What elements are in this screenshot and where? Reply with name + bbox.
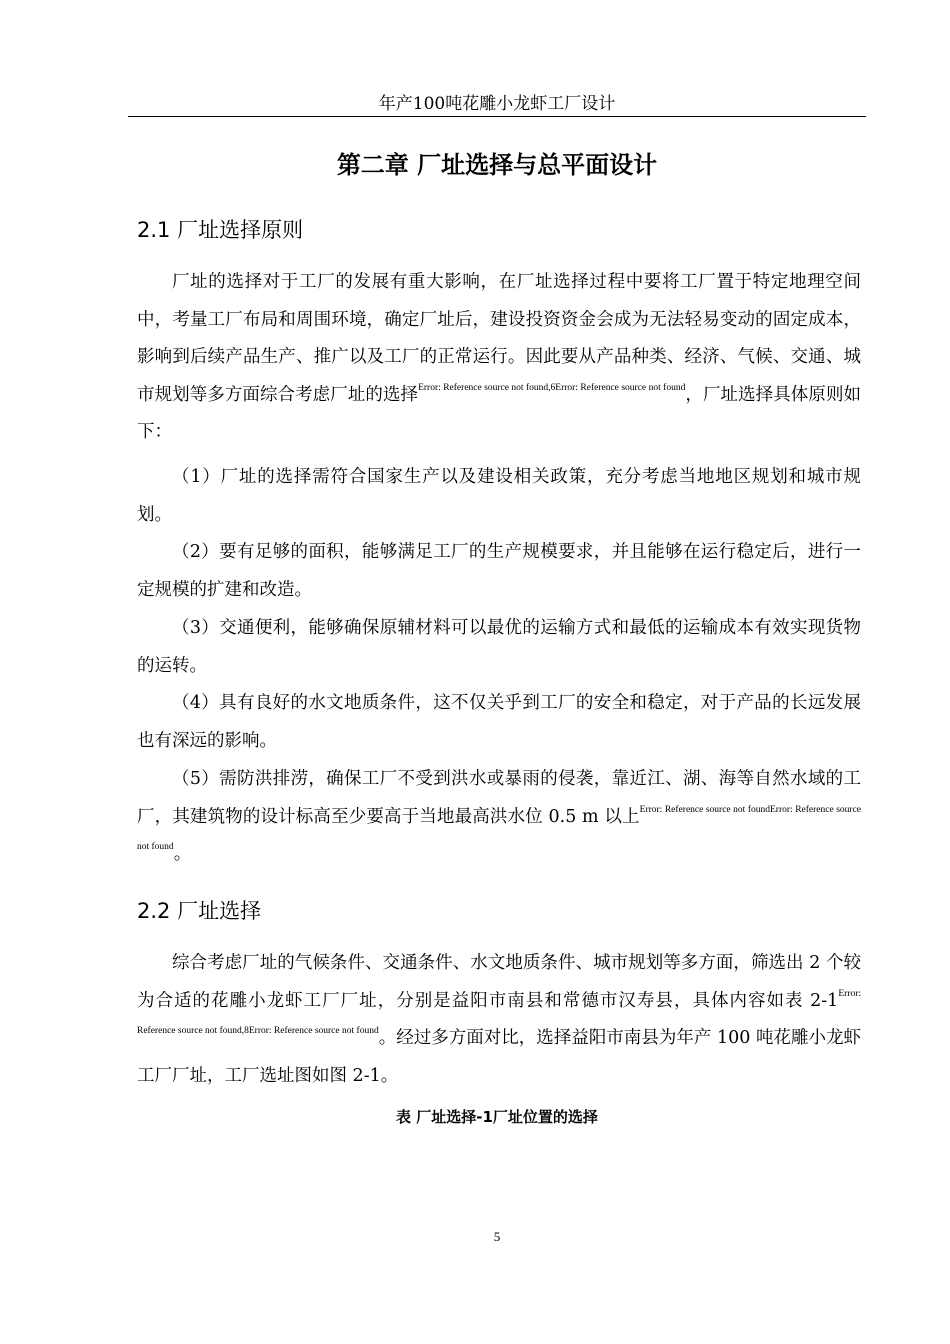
page-number: 5 [493, 1229, 501, 1244]
principle-item-2: （2）要有足够的面积，能够满足工厂的生产规模要求，并且能够在运行稳定后，进行一定规模的扩建和改造。 [137, 542, 861, 600]
principle-item-4: （4）具有良好的水文地质条件，这不仅关乎到工厂的安全和稳定，对于产品的长远发展也有深远的影响。 [137, 693, 861, 751]
citation-reference: Error: Reference source not foundError: Reference source not found [137, 804, 862, 853]
intro-text: 厂址的选择对于工厂的发展有重大影响，在厂址选择过程中要将工厂置于特定地理空间中，考量工厂布局和周围环境，确定厂址后，建设投资资金会成为无法轻易变动的固定成本，影响到后续产品生产、推广以及工厂的正常运行。因此要从产品种类、经济、气候、交通、城市规划等多方面综合考虑厂址的选择 [137, 272, 861, 405]
chapter-title: 第二章 厂址选择与总平面设计 [336, 151, 658, 179]
intro-text-tail: ，厂址选择具体原则如下： [137, 384, 862, 443]
header-rule [128, 116, 866, 117]
intro-paragraph [137, 264, 861, 452]
principle-item-5 [137, 761, 861, 874]
table-caption: 表 厂址选择-1厂址位置的选择 [396, 1108, 598, 1126]
item5-text: （5）需防洪排涝，确保工厂不受到洪水或暴雨的侵袭，靠近江、湖、海等自然水域的工厂，其建筑物的设计标高至少要高于当地最高洪水位 0.5 m 以上 [137, 769, 861, 827]
principle-item-3: （3）交通便利，能够确保原辅材料可以最优的运输方式和最低的运输成本有效实现货物的运转。 [137, 618, 861, 676]
site-selection-paragraph [137, 945, 861, 1095]
section-heading-2-2: 2.2 厂址选择 [137, 899, 262, 923]
site-text: 综合考虑厂址的气候条件、交通条件、水文地质条件、城市规划等多方面，筛选出 2 个较为合适的花雕小龙虾工厂厂址，分别是益阳市南县和常德市汉寿县，具体内容如表 2-1 [137, 953, 861, 1011]
citation-reference: Error: Reference source not found,8Error: Reference source not found [137, 988, 861, 1037]
site-text-tail: 。经过多方面对比，选择益阳市南县为年产 100 吨花雕小龙虾工厂厂址，工厂选址图如图 2-1。 [137, 1028, 862, 1086]
running-header: 年产100吨花雕小龙虾工厂设计 [378, 94, 616, 114]
citation-reference: Error: Reference source not found,6Error: Reference source not found [418, 382, 686, 393]
section-heading-2-1: 2.1 厂址选择原则 [137, 218, 304, 242]
item5-text-tail: 。 [173, 844, 192, 865]
principle-item-1: （1）厂址的选择需符合国家生产以及建设相关政策，充分考虑当地地区规划和城市规划。 [137, 467, 861, 525]
